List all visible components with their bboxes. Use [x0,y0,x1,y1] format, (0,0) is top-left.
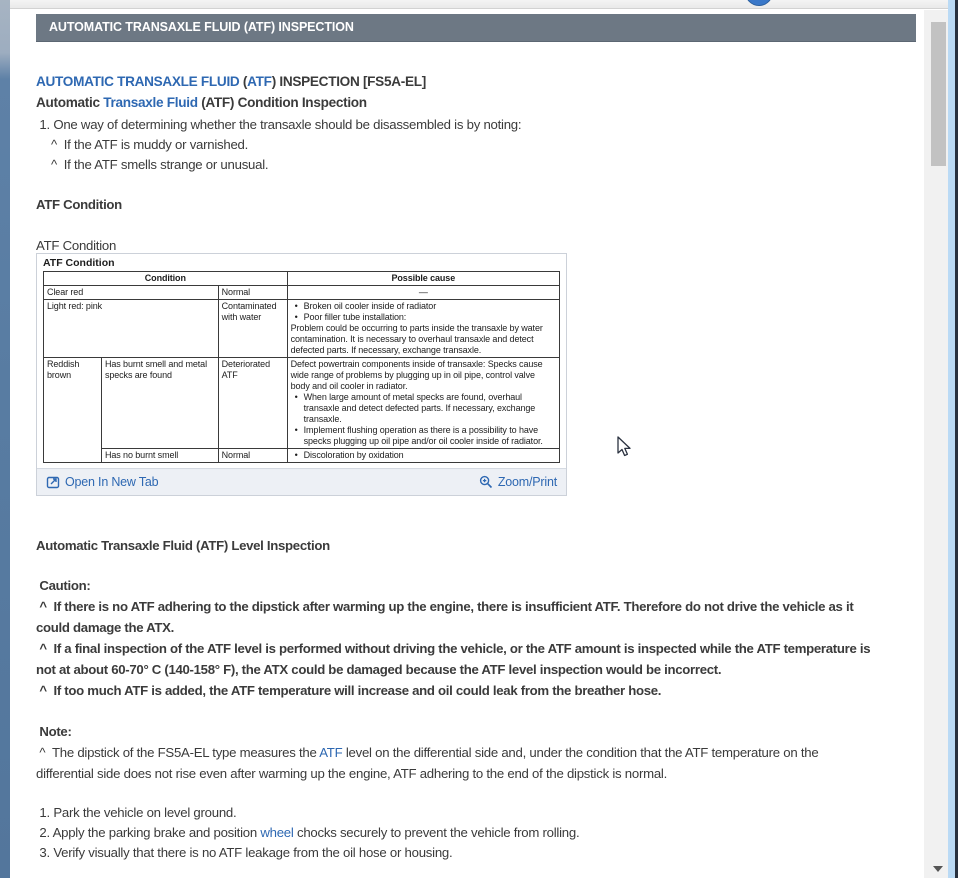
atf-condition-caption: ATF Condition [36,238,117,253]
scrollbar-down-arrow-icon[interactable] [933,866,943,872]
cause-bullet: • Implement flushing operation as there is a possibility to have specks plugging up oil pipe and/or oil cooler inside of radiator. [291,425,556,447]
inline-link[interactable]: AUTOMATIC TRANSAXLE FLUID [36,74,240,89]
zoom-print-label: Zoom/Print [497,475,557,489]
table-row [44,358,560,449]
open-in-new-tab-label: Open In New Tab [65,475,159,489]
caution-line: ^ If there is no ATF adhering to the dipstick after warming up the engine, there is insufficient ATF. Therefore do not drive the vehicle as it [36,599,854,614]
cell-cause [287,300,559,358]
cell-state: Contaminated with water [218,300,287,358]
section-header-title: AUTOMATIC TRANSAXLE FLUID (ATF) INSPECTION [49,20,354,34]
cause-bullet: • When large amount of metal specks are found, overhaul transaxle and detect defected parts. If necessary, exchange transaxle. [291,392,556,425]
toolbar-bottom-strip [10,0,955,9]
note-line [36,745,818,760]
intro-bullet-1: ^ If the ATF is muddy or varnished. [51,137,249,152]
cause-bullet: • Poor filler tube installation: [291,312,556,323]
inline-link[interactable]: ATF [319,745,343,760]
cause-bullet: • Discoloration by oxidation [291,450,556,461]
table-header-row [44,272,560,286]
inline-link[interactable]: ATF [247,74,272,89]
inline-text: 2. Apply the parking brake and position [36,825,261,840]
inline-text: level on the differential side and, under the condition that the ATF temperature on the [342,745,819,760]
table-row [44,300,560,358]
figure-toolbar [37,468,566,495]
note-label: Note: [36,724,72,739]
inline-text: ( [239,74,248,89]
col-header-possible-cause: Possible cause [287,272,559,286]
cell-cause [287,358,559,449]
cell-condition: Light red: pink [44,300,219,358]
caution-line: ^ If too much ATF is added, the ATF temperature will increase and oil could leak from the breather hose. [36,683,662,698]
section-header-bar [36,14,916,42]
caution-line: could damage the ATX. [36,620,175,635]
atf-condition-heading: ATF Condition [36,197,122,212]
doc-subtitle [36,95,367,110]
window-left-border [0,0,10,878]
step-3: 3. Verify visually that there is no ATF leakage from the oil hose or housing. [36,845,453,860]
cause-text: Defect powertrain components inside of transaxle: Specks cause wide range of problems by plugging up in oil pipe, control valve body and oil cooler in radiator. [290,359,543,391]
intro-bullet-2: ^ If the ATF smells strange or unusual. [51,157,269,172]
table-row [44,449,560,463]
cause-bullet: • Broken oil cooler inside of radiator [291,301,556,312]
cell-state: Deteriorated ATF [218,358,287,449]
inline-text: (ATF) Condition Inspection [197,95,367,110]
scanned-table-image [37,254,566,469]
window-right-border [948,0,955,878]
cell-condition: Clear red [44,286,219,300]
cause-text: Problem could be occurring to parts inside the transaxle by water contamination. It is necessary to overhaul transaxle and detect defected parts. If necessary, exchange transaxle. [290,323,543,355]
atf-condition-table [43,271,560,463]
col-header-condition: Condition [44,272,288,286]
figure-widget [36,253,567,496]
inline-text: Automatic [36,95,104,110]
mouse-cursor [617,436,633,458]
zoom-print-icon [479,475,493,489]
cell-subcondition: Has burnt smell and metal specks are found [101,358,218,449]
open-in-new-tab-link[interactable] [46,475,158,489]
cell-cause [287,449,559,463]
level-inspection-heading: Automatic Transaxle Fluid (ATF) Level Inspection [36,538,330,553]
vertical-scrollbar-thumb[interactable] [931,22,946,166]
open-in-new-tab-icon [46,475,60,489]
cell-state: Normal [218,449,287,463]
note-line: differential side does not rise even after warming up the engine, ATF adhering to the end of the dipstick is normal. [36,766,667,781]
inline-link[interactable]: wheel [260,825,294,840]
inline-text: ) INSPECTION [FS5A-EL] [271,74,426,89]
inline-text: ^ The dipstick of the FS5A-EL type measures the [36,745,320,760]
cell-cause: — [287,286,559,300]
inline-text: chocks securely to prevent the vehicle from rolling. [293,825,580,840]
cell-state: Normal [218,286,287,300]
intro-step: 1. One way of determining whether the transaxle should be disassembled is by noting: [36,117,522,132]
caution-line: ^ If a final inspection of the ATF level is performed without driving the vehicle, or the ATF amount is inspected while the ATF temperature is [36,641,871,656]
zoom-print-link[interactable] [479,475,557,489]
inline-link[interactable]: Transaxle Fluid [103,95,198,110]
cell-condition: Reddish brown [44,358,102,463]
caution-line: not at about 60-70° C (140-158° F), the ATX could be damaged because the ATF level inspection would be incorrect. [36,662,722,677]
table-row [44,286,560,300]
doc-title [36,74,426,89]
scan-table-caption: ATF Condition [43,257,115,269]
caution-label: Caution: [36,578,91,593]
cell-subcondition: Has no burnt smell [101,449,218,463]
step-1: 1. Park the vehicle on level ground. [36,805,237,820]
step-2 [36,825,579,840]
